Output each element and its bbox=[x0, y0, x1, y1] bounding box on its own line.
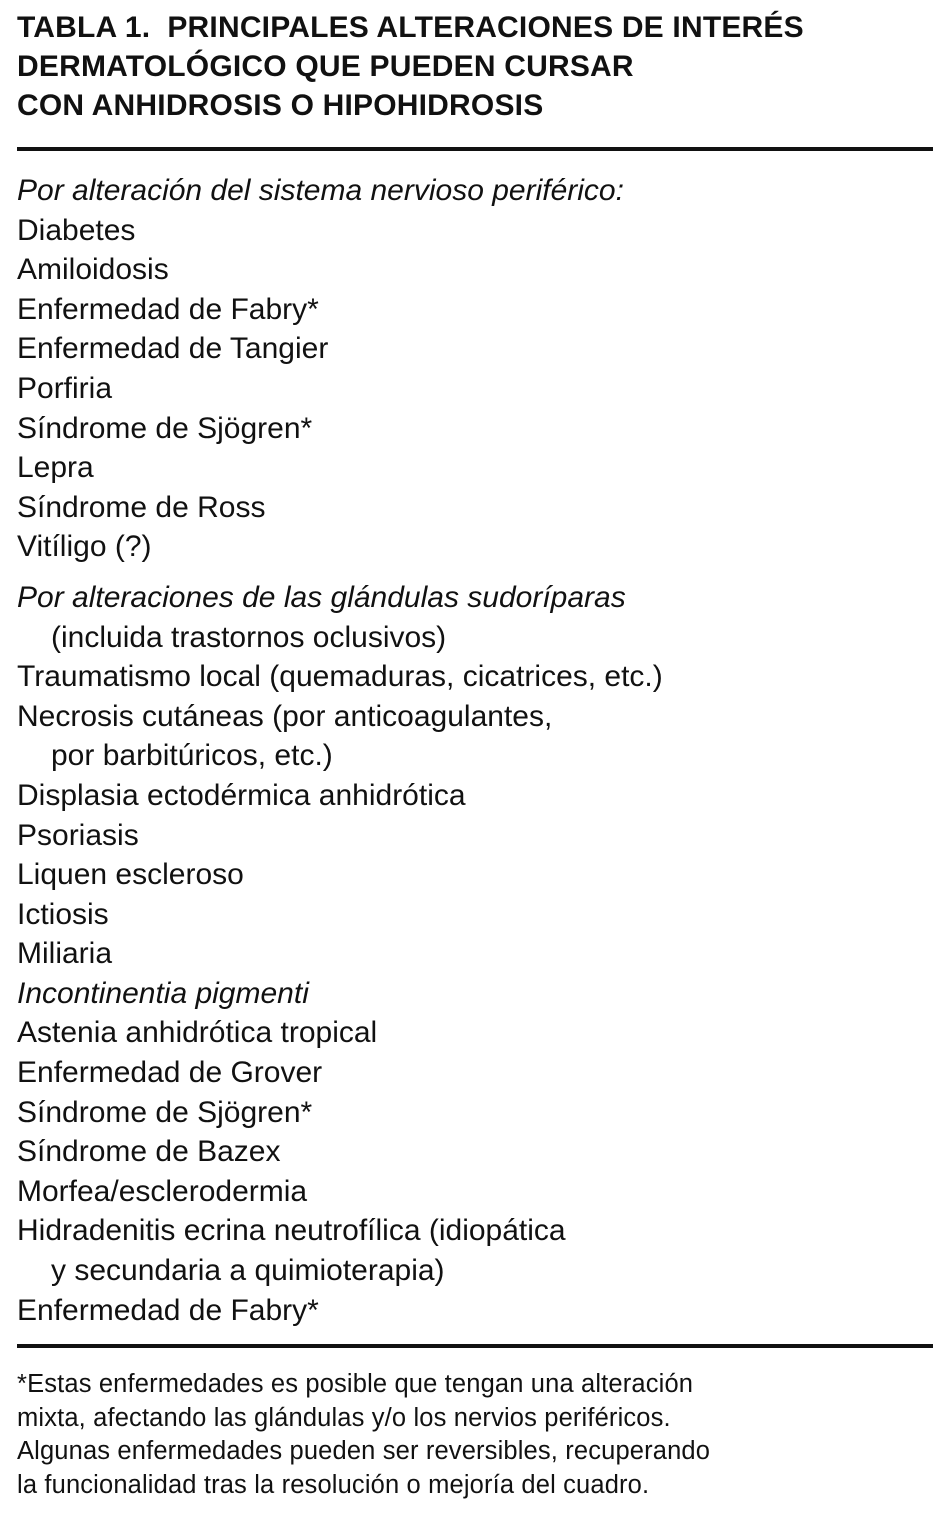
top-divider bbox=[17, 147, 933, 151]
list-item: Psoriasis bbox=[17, 818, 139, 852]
list-item: Incontinentia pigmenti bbox=[17, 976, 309, 1010]
footnote-line: la funcionalidad tras la resolución o mejoría del cuadro. bbox=[17, 1470, 650, 1499]
list-item: Lepra bbox=[17, 451, 94, 485]
list-item: Traumatismo local (quemaduras, cicatrices, etc.) bbox=[17, 660, 663, 694]
table-body bbox=[17, 171, 933, 1330]
list-item-continuation: y secundaria a quimioterapia) bbox=[51, 1254, 445, 1288]
list-item bbox=[17, 697, 933, 776]
list-item: Morfea/esclerodermia bbox=[17, 1174, 308, 1208]
table-footnote bbox=[17, 1368, 933, 1502]
list-item: Amiloidosis bbox=[17, 253, 169, 287]
bottom-divider bbox=[17, 1344, 933, 1348]
title-text-1: PRINCIPALES ALTERACIONES DE INTERÉS bbox=[167, 11, 804, 44]
title-line-1 bbox=[17, 8, 933, 47]
title-line-2: DERMATOLÓGICO QUE PUEDEN CURSAR bbox=[17, 50, 634, 83]
list-item: Síndrome de Sjögren* bbox=[17, 1095, 313, 1129]
list-item: Enfermedad de Fabry* bbox=[17, 1293, 319, 1327]
list-item bbox=[17, 1211, 933, 1290]
footnote-line: *Estas enfermedades es posible que tengan una alteración bbox=[17, 1370, 694, 1399]
section-peripheral-nerve bbox=[17, 171, 933, 567]
list-item: Porfiria bbox=[17, 371, 113, 405]
title-line-3: CON ANHIDROSIS O HIPOHIDROSIS bbox=[17, 89, 544, 122]
section-heading: Por alteración del sistema nervioso periférico: bbox=[17, 174, 624, 207]
list-item: Enfermedad de Grover bbox=[17, 1056, 323, 1090]
section-sweat-glands bbox=[17, 578, 933, 1330]
list-item: Displasia ectodérmica anhidrótica bbox=[17, 778, 466, 812]
list-item: Miliaria bbox=[17, 937, 113, 971]
list-item-line: Hidradenitis ecrina neutrofílica (idiopática bbox=[17, 1214, 566, 1248]
list-item: Enfermedad de Tangier bbox=[17, 332, 329, 366]
list-item: Liquen escleroso bbox=[17, 858, 244, 892]
section-heading-text: Por alteraciones de las glándulas sudoríparas bbox=[17, 580, 626, 614]
table-document bbox=[17, 8, 933, 1502]
list-item: Síndrome de Sjögren* bbox=[17, 411, 313, 445]
section-heading-continuation: (incluida trastornos oclusivos) bbox=[51, 620, 447, 654]
list-item: Síndrome de Bazex bbox=[17, 1135, 281, 1169]
footnote-line: Algunas enfermedades pueden ser reversibles, recuperando bbox=[17, 1437, 711, 1466]
list-item: Ictiosis bbox=[17, 897, 109, 931]
footnote-line: mixta, afectando las glándulas y/o los nervios periféricos. bbox=[17, 1403, 671, 1432]
list-item: Astenia anhidrótica tropical bbox=[17, 1016, 378, 1050]
list-item-continuation: por barbitúricos, etc.) bbox=[51, 739, 333, 773]
list-item: Enfermedad de Fabry* bbox=[17, 292, 319, 326]
list-item: Diabetes bbox=[17, 213, 136, 247]
list-item: Vitíligo (?) bbox=[17, 530, 152, 564]
list-item: Síndrome de Ross bbox=[17, 490, 266, 524]
section-heading bbox=[17, 578, 933, 657]
list-item-line: Necrosis cutáneas (por anticoagulantes, bbox=[17, 699, 553, 733]
table-label: TABLA 1. bbox=[17, 11, 151, 44]
table-title bbox=[17, 8, 933, 125]
